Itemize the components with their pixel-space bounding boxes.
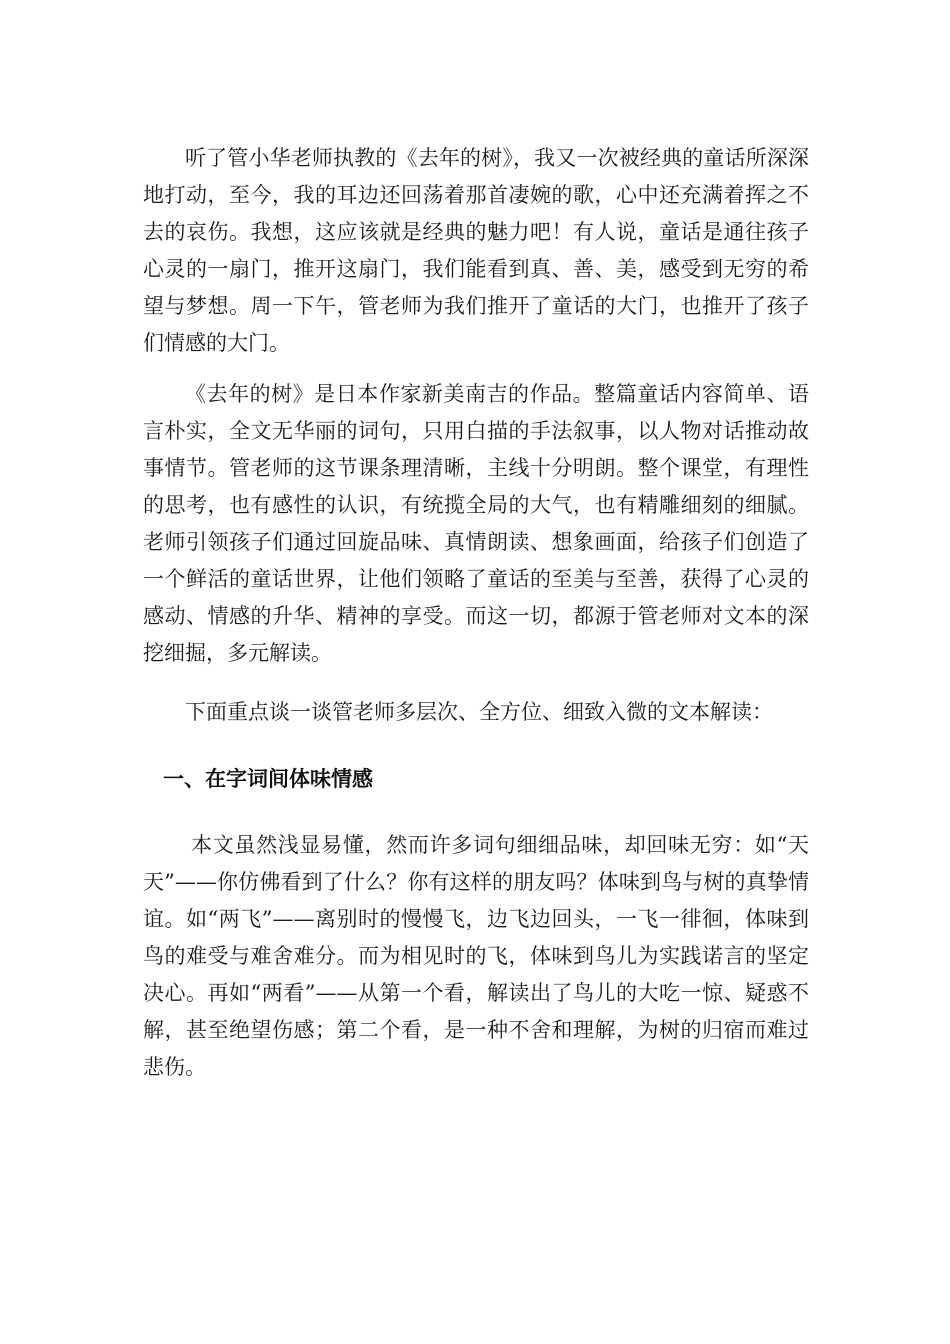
section-paragraph: 本文虽然浅显易懂，然而许多词句细细品味，却回味无穷：如“天天”——你仿佛看到了什么？你有这样的朋友吗？体味到鸟与树的真挚情谊。如“两飞”——离别时的慢慢飞，边飞边回头，一飞一徘徊，体味到鸟的难受与难舍难分。而为相见时的飞，体味到鸟儿为实践诺言的坚定决心。再如“两看”——从第一个看，解读出了鸟儿的大吃一惊、疑惑不解，甚至绝望伤感；第二个看，是一种不舍和理解，为树的归宿而难过悲伤。 <box>143 833 809 1079</box>
document-body <box>143 140 809 1086</box>
section-heading: 一、在字词间体味情感 <box>163 767 373 791</box>
body-paragraph: 听了管小华老师执教的《去年的树》，我又一次被经典的童话所深深地打动，至今，我的耳边还回荡着那首凄婉的歌，心中还充满着挥之不去的哀伤。我想，这应该就是经典的魅力吧！有人说，童话是通往孩子心灵的一扇门，推开这扇门，我们能看到真、善、美，感受到无穷的希望与梦想。周一下午，管老师为我们推开了童话的大门，也推开了孩子们情感的大门。 <box>143 146 809 355</box>
intro-paragraph: 下面重点谈一谈管老师多层次、全方位、细致入微的文本解读： <box>185 700 773 724</box>
body-paragraph: 《去年的树》是日本作家新美南吉的作品。整篇童话内容简单、语言朴实，全文无华丽的词句，只用白描的手法叙事，以人物对话推动故事情节。管老师的这节课条理清晰，主线十分明朗。整个课堂，有理性的思考，也有感性的认识，有统揽全局的大气，也有精雕细刻的细腻。老师引领孩子们通过回旋品味、真情朗读、想象画面，给孩子们创造了一个鲜活的童话世界，让他们领略了童话的至美与至善，获得了心灵的感动、情感的升华、精神的享受。而这一切，都源于管老师对文本的深挖细掘，多元解读。 <box>143 382 809 665</box>
